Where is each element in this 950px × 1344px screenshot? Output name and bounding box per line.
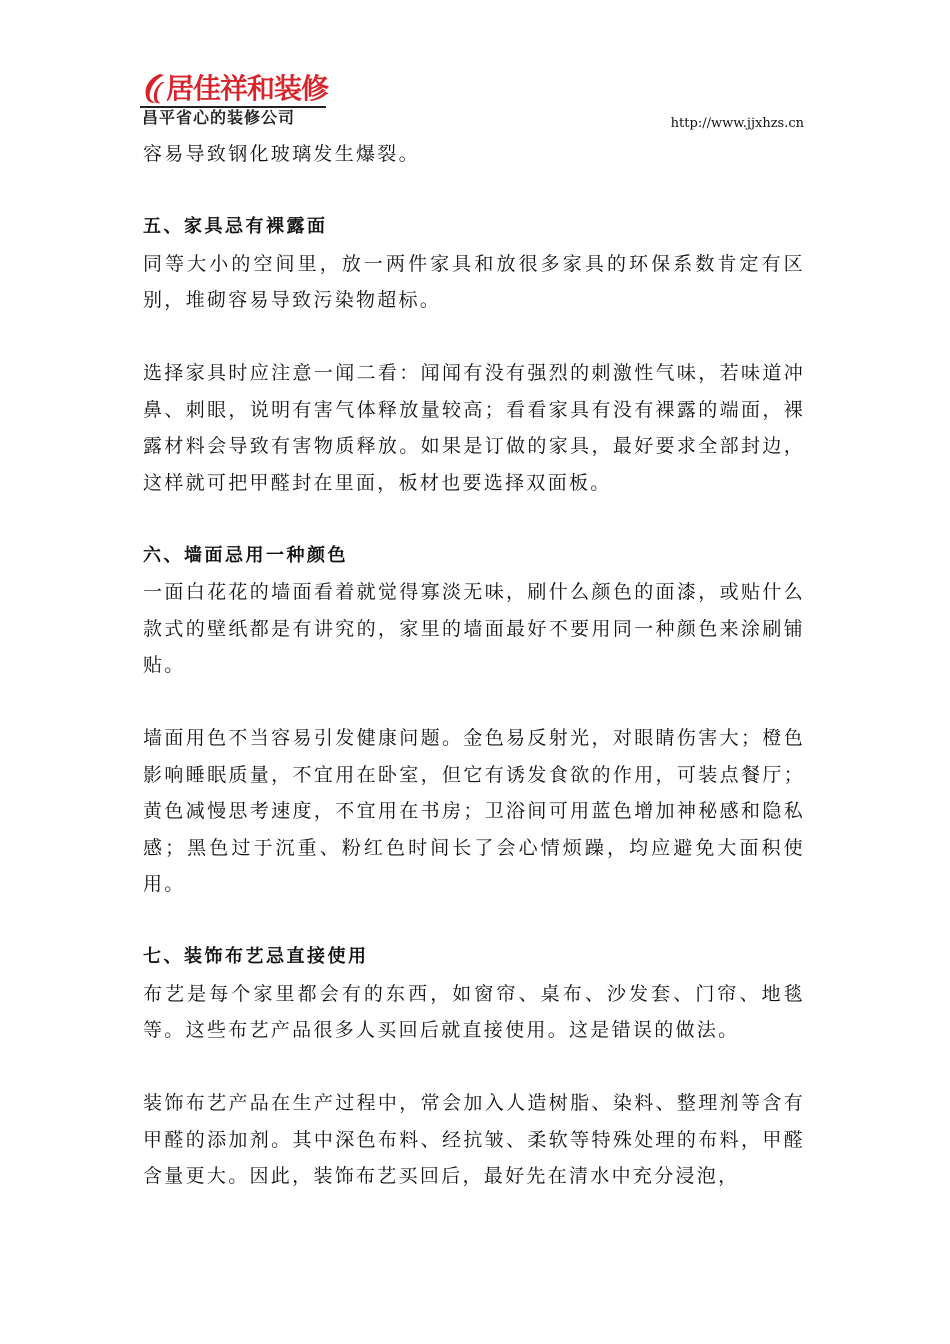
paragraph-gap — [143, 501, 805, 538]
paragraph-6b: 墙面用色不当容易引发健康问题。金色易反射光，对眼睛伤害大；橙色影响睡眠质量，不宜用在卧室，但它有诱发食欲的作用，可装点餐厅；黄色减慢思考速度，不宜用在书房；卫浴间可用蓝色增加神秘感和隐私感；黑色过于沉重、粉红色时间长了会心情烦躁，均应避免大面积使用。 — [143, 727, 805, 895]
logo-company-name: 居佳祥和装修 — [166, 72, 329, 105]
paragraph-intro-continuation: 容易导致钢化玻璃发生爆裂。 — [143, 143, 420, 165]
section-heading-7: 七、装饰布艺忌直接使用 — [143, 946, 369, 967]
paragraph-5a: 同等大小的空间里，放一两件家具和放很多家具的环保系数肯定有区别，堆砌容易导致污染物超标。 — [143, 252, 805, 311]
document-body — [143, 136, 805, 1195]
paragraph-gap — [143, 1049, 805, 1086]
brand-swoosh-icon — [140, 72, 166, 106]
company-logo — [140, 68, 340, 132]
paragraph-5b: 选择家具时应注意一闻二看：闻闻有没有强烈的刺激性气味，若味道冲鼻、刺眼，说明有害气体释放量较高；看看家具有没有裸露的端面，裸露材料会导致有害物质释放。如果是订做的家具，最好要求全部封边，这样就可把甲醛封在里面，板材也要选择双面板。 — [143, 362, 805, 494]
website-url[interactable]: http://www.jjxhzs.cn — [670, 116, 804, 131]
paragraph-gap — [143, 173, 805, 210]
paragraph-gap — [143, 903, 805, 940]
page-header — [140, 68, 810, 138]
section-heading-6: 六、墙面忌用一种颜色 — [143, 544, 348, 566]
paragraph-6a: 一面白花花的墙面看着就觉得寡淡无味，刷什么颜色的面漆，或贴什么款式的壁纸都是有讲究的，家里的墙面最好不要用同一种颜色来涂刷铺贴。 — [143, 581, 805, 676]
logo-tagline: 昌平省心的装修公司 — [142, 108, 296, 127]
paragraph-gap — [143, 319, 805, 356]
paragraph-7b: 装饰布艺产品在生产过程中，常会加入人造树脂、染料、整理剂等含有甲醛的添加剂。其中深色布料、经抗皱、柔软等特殊处理的布料，甲醛含量更大。因此，装饰布艺买回后，最好先在清水中充分浸泡， — [143, 1092, 805, 1187]
paragraph-7a: 布艺是每个家里都会有的东西，如窗帘、桌布、沙发套、门帘、地毯等。这些布艺产品很多人买回后就直接使用。这是错误的做法。 — [143, 982, 805, 1041]
section-heading-5: 五、家具忌有裸露面 — [143, 216, 328, 237]
paragraph-gap — [143, 684, 805, 721]
